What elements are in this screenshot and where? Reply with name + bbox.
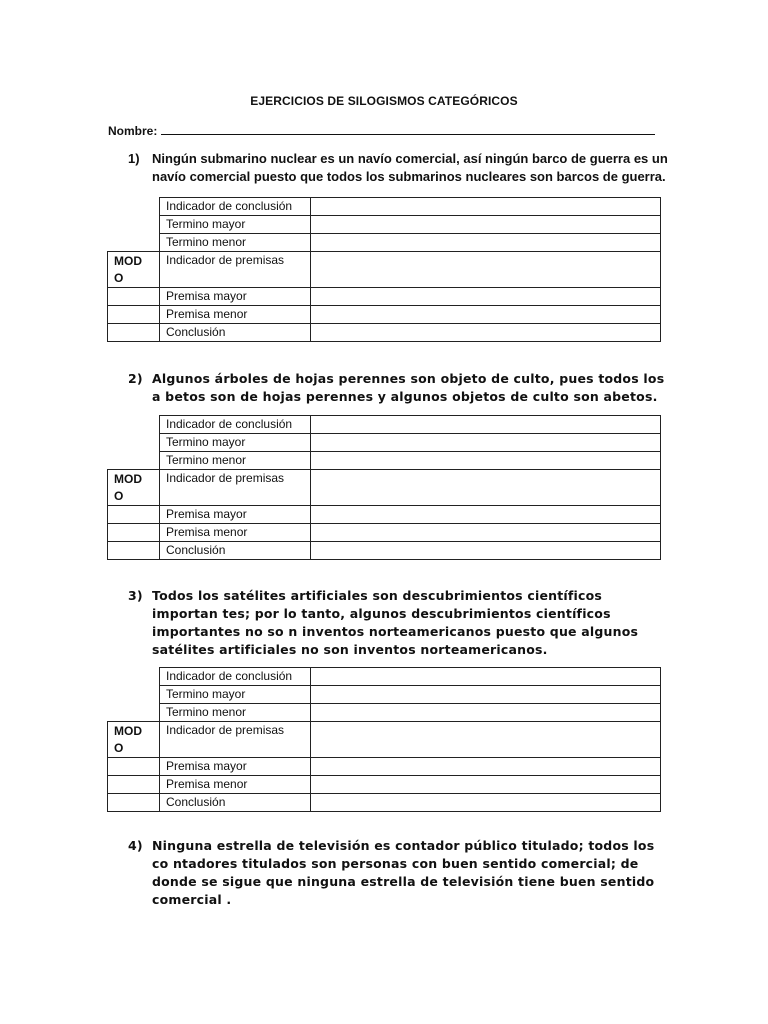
answer-cell[interactable] bbox=[311, 252, 661, 288]
exercise-text: Ninguna estrella de televisión es contador público titulado; todos los co ntadores titulados son personas con buen sentido comercial; de donde se sigue que ninguna estrella de televisión tiene buen sentido comercial . bbox=[152, 838, 655, 907]
syllogism-table-2 bbox=[107, 415, 661, 560]
exercise-number: 2) bbox=[128, 371, 143, 386]
modo-answer-cell[interactable] bbox=[108, 288, 160, 306]
page-title: EJERCICIOS DE SILOGISMOS CATEGÓRICOS bbox=[250, 94, 518, 108]
row-label: Premisa menor bbox=[160, 524, 311, 542]
row-label: Conclusión bbox=[160, 794, 311, 812]
row-label: Premisa menor bbox=[160, 776, 311, 794]
modo-answer-cell[interactable] bbox=[108, 306, 160, 324]
modo-label: MOD O bbox=[108, 252, 160, 288]
modo-answer-cell[interactable] bbox=[108, 524, 160, 542]
modo-label: MOD O bbox=[108, 470, 160, 506]
answer-cell[interactable] bbox=[311, 198, 661, 216]
row-label: Termino menor bbox=[160, 234, 311, 252]
modo-answer-cell[interactable] bbox=[108, 542, 160, 560]
row-label: Indicador de premisas bbox=[160, 722, 311, 758]
modo-answer-cell[interactable] bbox=[108, 324, 160, 342]
answer-cell[interactable] bbox=[311, 452, 661, 470]
exercise-1 bbox=[128, 150, 668, 186]
name-field bbox=[108, 122, 655, 138]
answer-cell[interactable] bbox=[311, 506, 661, 524]
modo-answer-cell[interactable] bbox=[108, 794, 160, 812]
exercise-2 bbox=[128, 370, 668, 406]
row-label: Indicador de conclusión bbox=[160, 198, 311, 216]
modo-answer-cell[interactable] bbox=[108, 506, 160, 524]
exercise-text: Ningún submarino nuclear es un navío comercial, así ningún barco de guerra es un navío comercial puesto que todos los submarinos nucleares son barcos de guerra. bbox=[152, 151, 668, 184]
row-label: Termino menor bbox=[160, 704, 311, 722]
row-label: Termino mayor bbox=[160, 434, 311, 452]
row-label: Termino menor bbox=[160, 452, 311, 470]
row-label: Premisa mayor bbox=[160, 288, 311, 306]
row-label: Premisa menor bbox=[160, 306, 311, 324]
answer-cell[interactable] bbox=[311, 794, 661, 812]
answer-cell[interactable] bbox=[311, 722, 661, 758]
exercise-text: Todos los satélites artificiales son descubrimientos científicos importan tes; por lo tanto, algunos descubrimientos científicos importantes no so n inventos norteamericanos puesto que algunos satélites artificiales no son inventos norteamericanos. bbox=[152, 588, 639, 657]
name-blank-line[interactable] bbox=[161, 122, 655, 135]
answer-cell[interactable] bbox=[311, 524, 661, 542]
answer-cell[interactable] bbox=[311, 542, 661, 560]
answer-cell[interactable] bbox=[311, 216, 661, 234]
answer-cell[interactable] bbox=[311, 668, 661, 686]
answer-cell[interactable] bbox=[311, 234, 661, 252]
row-label: Premisa mayor bbox=[160, 506, 311, 524]
exercise-number: 1) bbox=[128, 151, 140, 166]
row-label: Indicador de conclusión bbox=[160, 668, 311, 686]
modo-answer-cell[interactable] bbox=[108, 776, 160, 794]
syllogism-table-1 bbox=[107, 197, 661, 342]
row-label: Indicador de premisas bbox=[160, 252, 311, 288]
exercise-number: 4) bbox=[128, 838, 143, 853]
answer-cell[interactable] bbox=[311, 434, 661, 452]
answer-cell[interactable] bbox=[311, 470, 661, 506]
name-label: Nombre: bbox=[108, 124, 158, 138]
row-label: Conclusión bbox=[160, 542, 311, 560]
answer-cell[interactable] bbox=[311, 776, 661, 794]
answer-cell[interactable] bbox=[311, 686, 661, 704]
row-label: Conclusión bbox=[160, 324, 311, 342]
row-label: Indicador de conclusión bbox=[160, 416, 311, 434]
row-label: Termino mayor bbox=[160, 216, 311, 234]
answer-cell[interactable] bbox=[311, 324, 661, 342]
row-label: Termino mayor bbox=[160, 686, 311, 704]
modo-answer-cell[interactable] bbox=[108, 758, 160, 776]
exercise-4 bbox=[128, 837, 668, 909]
row-label: Indicador de premisas bbox=[160, 470, 311, 506]
answer-cell[interactable] bbox=[311, 758, 661, 776]
exercise-text: Algunos árboles de hojas perennes son objeto de culto, pues todos los a betos son de hojas perennes y algunos objetos de culto son abetos. bbox=[152, 371, 665, 404]
row-label: Premisa mayor bbox=[160, 758, 311, 776]
syllogism-table-3 bbox=[107, 667, 661, 812]
answer-cell[interactable] bbox=[311, 416, 661, 434]
exercise-3 bbox=[128, 587, 668, 659]
answer-cell[interactable] bbox=[311, 704, 661, 722]
answer-cell[interactable] bbox=[311, 288, 661, 306]
answer-cell[interactable] bbox=[311, 306, 661, 324]
exercise-number: 3) bbox=[128, 588, 143, 603]
modo-label: MOD O bbox=[108, 722, 160, 758]
